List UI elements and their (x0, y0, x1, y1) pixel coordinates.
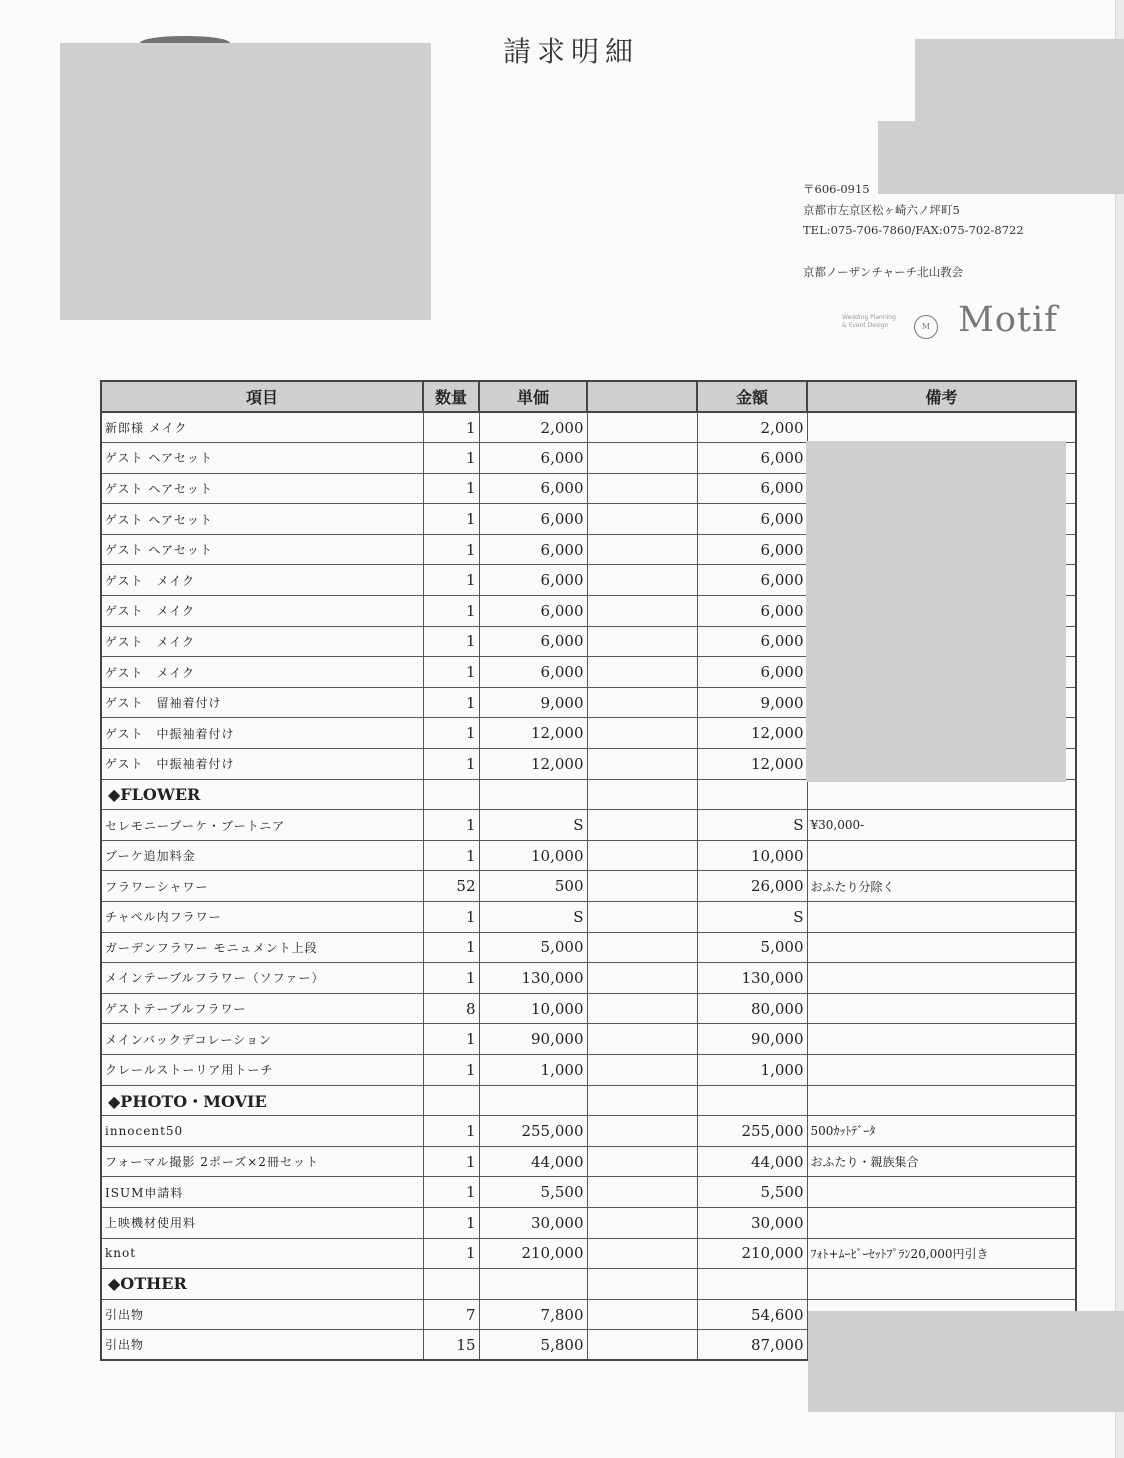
item-cell: ゲストテーブルフラワー (101, 993, 423, 1024)
amount-cell: 255,000 (697, 1116, 807, 1147)
empty-cell (479, 779, 587, 810)
qty-cell: 1 (423, 963, 479, 994)
unit-price-cell: 6,000 (479, 473, 587, 504)
empty-cell (423, 779, 479, 810)
amount-cell: 6,000 (697, 443, 807, 474)
amount-cell: 6,000 (697, 504, 807, 535)
qty-cell: 1 (423, 443, 479, 474)
table-row (101, 1024, 1076, 1055)
blank-cell (587, 1054, 697, 1085)
amount-cell: 26,000 (697, 871, 807, 902)
header-amount: 金額 (697, 381, 807, 412)
table-row (101, 810, 1076, 841)
header-item: 項目 (101, 381, 423, 412)
amount-cell: 90,000 (697, 1024, 807, 1055)
table-row (101, 871, 1076, 902)
item-cell: チャペル内フラワー (101, 902, 423, 933)
amount-cell: S (697, 810, 807, 841)
blank-cell (587, 1299, 697, 1330)
item-cell: ガーデンフラワー モニュメント上段 (101, 932, 423, 963)
qty-cell: 1 (423, 718, 479, 749)
unit-price-cell: 6,000 (479, 534, 587, 565)
redacted-block-customer (60, 43, 431, 320)
item-cell: フラワーシャワー (101, 871, 423, 902)
item-cell: ゲスト ヘアセット (101, 473, 423, 504)
table-row (101, 963, 1076, 994)
note-cell (807, 1207, 1076, 1238)
qty-cell: 1 (423, 565, 479, 596)
blank-cell (587, 1146, 697, 1177)
item-cell: ブーケ追加料金 (101, 840, 423, 871)
empty-cell (423, 1085, 479, 1116)
amount-cell: 80,000 (697, 993, 807, 1024)
qty-cell: 8 (423, 993, 479, 1024)
unit-price-cell: 5,000 (479, 932, 587, 963)
item-cell: knot (101, 1238, 423, 1269)
header-qty: 数量 (423, 381, 479, 412)
table-row (101, 993, 1076, 1024)
empty-cell (479, 1085, 587, 1116)
unit-price-cell: 130,000 (479, 963, 587, 994)
table-row (101, 1054, 1076, 1085)
empty-cell (587, 779, 697, 810)
blank-cell (587, 1330, 697, 1361)
table-row (101, 1116, 1076, 1147)
qty-cell: 7 (423, 1299, 479, 1330)
qty-cell: 1 (423, 534, 479, 565)
redacted-block-notes (806, 441, 1066, 782)
redacted-block-issuer (878, 121, 1124, 194)
qty-cell: 15 (423, 1330, 479, 1361)
blank-cell (587, 718, 697, 749)
unit-price-cell: 210,000 (479, 1238, 587, 1269)
amount-cell: 1,000 (697, 1054, 807, 1085)
unit-price-cell: 6,000 (479, 504, 587, 535)
qty-cell: 1 (423, 1116, 479, 1147)
amount-cell: S (697, 902, 807, 933)
item-cell: ゲスト ヘアセット (101, 443, 423, 474)
section-label: ◆OTHER (101, 1269, 423, 1300)
item-cell: 引出物 (101, 1299, 423, 1330)
qty-cell: 1 (423, 596, 479, 627)
item-cell: innocent50 (101, 1116, 423, 1147)
unit-price-cell: 10,000 (479, 993, 587, 1024)
empty-cell (807, 779, 1076, 810)
amount-cell: 12,000 (697, 718, 807, 749)
blank-cell (587, 749, 697, 780)
unit-price-cell: 6,000 (479, 443, 587, 474)
item-cell: ゲスト ヘアセット (101, 534, 423, 565)
item-cell: メインテーブルフラワー（ソファー） (101, 963, 423, 994)
unit-price-cell: 90,000 (479, 1024, 587, 1055)
qty-cell: 1 (423, 1024, 479, 1055)
item-cell: フォーマル撮影 2ポーズ×2冊セット (101, 1146, 423, 1177)
note-cell (807, 1024, 1076, 1055)
venue-name: 京都ノーザンチャーチ北山教会 (803, 265, 964, 279)
blank-cell (587, 626, 697, 657)
empty-cell (697, 1085, 807, 1116)
amount-cell: 2,000 (697, 412, 807, 443)
blank-cell (587, 596, 697, 627)
table-row (101, 1238, 1076, 1269)
table-row (101, 412, 1076, 443)
unit-price-cell: S (479, 810, 587, 841)
table-row (101, 840, 1076, 871)
street-address: 京都市左京区松ヶ崎六ノ坪町5 (803, 203, 960, 217)
qty-cell: 1 (423, 1054, 479, 1085)
item-cell: ゲスト 留袖着付け (101, 687, 423, 718)
note-cell: おふたり・親族集合 (807, 1146, 1076, 1177)
empty-cell (697, 1269, 807, 1300)
amount-cell: 54,600 (697, 1299, 807, 1330)
qty-cell: 52 (423, 871, 479, 902)
blank-cell (587, 1116, 697, 1147)
note-cell (807, 840, 1076, 871)
blank-cell (587, 871, 697, 902)
unit-price-cell: 30,000 (479, 1207, 587, 1238)
qty-cell: 1 (423, 626, 479, 657)
qty-cell: 1 (423, 1177, 479, 1208)
section-row (101, 1085, 1076, 1116)
empty-cell (479, 1269, 587, 1300)
amount-cell: 6,000 (697, 626, 807, 657)
item-cell: セレモニーブーケ・ブートニア (101, 810, 423, 841)
note-cell (807, 993, 1076, 1024)
qty-cell: 1 (423, 473, 479, 504)
unit-price-cell: 500 (479, 871, 587, 902)
note-cell (807, 1177, 1076, 1208)
table-row (101, 1177, 1076, 1208)
unit-price-cell: 9,000 (479, 687, 587, 718)
tel-fax: TEL:075-706-7860/FAX:075-702-8722 (803, 223, 1024, 237)
note-cell: 500ｶｯﾄﾃﾞｰﾀ (807, 1116, 1076, 1147)
amount-cell: 30,000 (697, 1207, 807, 1238)
amount-cell: 210,000 (697, 1238, 807, 1269)
unit-price-cell: 6,000 (479, 596, 587, 627)
note-cell (807, 963, 1076, 994)
item-cell: ISUM申請料 (101, 1177, 423, 1208)
postal-code: 〒606-0915 (803, 182, 870, 196)
blank-cell (587, 810, 697, 841)
empty-cell (697, 779, 807, 810)
unit-price-cell: 12,000 (479, 749, 587, 780)
amount-cell: 10,000 (697, 840, 807, 871)
amount-cell: 5,500 (697, 1177, 807, 1208)
amount-cell: 6,000 (697, 473, 807, 504)
blank-cell (587, 1238, 697, 1269)
qty-cell: 1 (423, 749, 479, 780)
item-cell: ゲスト メイク (101, 657, 423, 688)
note-cell (807, 412, 1076, 443)
amount-cell: 87,000 (697, 1330, 807, 1361)
unit-price-cell: 2,000 (479, 412, 587, 443)
note-cell (807, 902, 1076, 933)
item-cell: ゲスト 中振袖着付け (101, 718, 423, 749)
note-cell (807, 932, 1076, 963)
redacted-block-top-right (915, 39, 1124, 121)
blank-cell (587, 932, 697, 963)
qty-cell: 1 (423, 657, 479, 688)
amount-cell: 6,000 (697, 534, 807, 565)
unit-price-cell: 10,000 (479, 840, 587, 871)
unit-price-cell: 6,000 (479, 626, 587, 657)
amount-cell: 44,000 (697, 1146, 807, 1177)
blank-cell (587, 1177, 697, 1208)
item-cell: クレールストーリア用トーチ (101, 1054, 423, 1085)
unit-price-cell: 6,000 (479, 657, 587, 688)
amount-cell: 9,000 (697, 687, 807, 718)
note-cell: おふたり分除く (807, 871, 1076, 902)
unit-price-cell: 12,000 (479, 718, 587, 749)
qty-cell: 1 (423, 504, 479, 535)
qty-cell: 1 (423, 1146, 479, 1177)
brand-tagline: Wedding Planning & Event Design (842, 314, 896, 329)
empty-cell (587, 1085, 697, 1116)
table-row (101, 932, 1076, 963)
brand-mark-icon: M (914, 315, 938, 339)
section-row (101, 1269, 1076, 1300)
amount-cell: 6,000 (697, 565, 807, 596)
unit-price-cell: 44,000 (479, 1146, 587, 1177)
blank-cell (587, 902, 697, 933)
item-cell: ゲスト メイク (101, 596, 423, 627)
blank-cell (587, 504, 697, 535)
header-blank (587, 381, 697, 412)
table-row (101, 1207, 1076, 1238)
unit-price-cell: 7,800 (479, 1299, 587, 1330)
brand-name: Motif (958, 300, 1059, 340)
blank-cell (587, 473, 697, 504)
qty-cell: 1 (423, 412, 479, 443)
unit-price-cell: 5,800 (479, 1330, 587, 1361)
unit-price-cell: S (479, 902, 587, 933)
item-cell: 引出物 (101, 1330, 423, 1361)
document-title: 請求明細 (503, 35, 640, 68)
amount-cell: 130,000 (697, 963, 807, 994)
note-cell (807, 1054, 1076, 1085)
empty-cell (807, 1085, 1076, 1116)
table-row (101, 902, 1076, 933)
table-row (101, 1146, 1076, 1177)
blank-cell (587, 840, 697, 871)
blank-cell (587, 963, 697, 994)
amount-cell: 12,000 (697, 749, 807, 780)
blank-cell (587, 687, 697, 718)
item-cell: ゲスト ヘアセット (101, 504, 423, 535)
qty-cell: 1 (423, 687, 479, 718)
blank-cell (587, 565, 697, 596)
amount-cell: 6,000 (697, 657, 807, 688)
blank-cell (587, 657, 697, 688)
section-row (101, 779, 1076, 810)
page-edge (1115, 0, 1124, 1458)
unit-price-cell: 6,000 (479, 565, 587, 596)
empty-cell (807, 1269, 1076, 1300)
blank-cell (587, 412, 697, 443)
amount-cell: 5,000 (697, 932, 807, 963)
table-header-row (101, 381, 1076, 412)
blank-cell (587, 1207, 697, 1238)
unit-price-cell: 5,500 (479, 1177, 587, 1208)
qty-cell: 1 (423, 840, 479, 871)
qty-cell: 1 (423, 902, 479, 933)
qty-cell: 1 (423, 932, 479, 963)
section-label: ◆FLOWER (101, 779, 423, 810)
empty-cell (587, 1269, 697, 1300)
note-cell: ﾌｫﾄ+ﾑｰﾋﾞｰｾｯﾄﾌﾟﾗﾝ20,000円引き (807, 1238, 1076, 1269)
blank-cell (587, 993, 697, 1024)
unit-price-cell: 1,000 (479, 1054, 587, 1085)
item-cell: メインバックデコレーション (101, 1024, 423, 1055)
blank-cell (587, 1024, 697, 1055)
header-note: 備考 (807, 381, 1076, 412)
note-cell: ¥30,000- (807, 810, 1076, 841)
item-cell: 上映機材使用料 (101, 1207, 423, 1238)
section-label: ◆PHOTO・MOVIE (101, 1085, 423, 1116)
blank-cell (587, 534, 697, 565)
item-cell: ゲスト 中振袖着付け (101, 749, 423, 780)
qty-cell: 1 (423, 1238, 479, 1269)
item-cell: ゲスト メイク (101, 626, 423, 657)
blank-cell (587, 443, 697, 474)
header-unit-price: 単価 (479, 381, 587, 412)
item-cell: ゲスト メイク (101, 565, 423, 596)
redacted-block-bottom (808, 1311, 1124, 1412)
qty-cell: 1 (423, 1207, 479, 1238)
empty-cell (423, 1269, 479, 1300)
amount-cell: 6,000 (697, 596, 807, 627)
item-cell: 新郎様 メイク (101, 412, 423, 443)
unit-price-cell: 255,000 (479, 1116, 587, 1147)
qty-cell: 1 (423, 810, 479, 841)
